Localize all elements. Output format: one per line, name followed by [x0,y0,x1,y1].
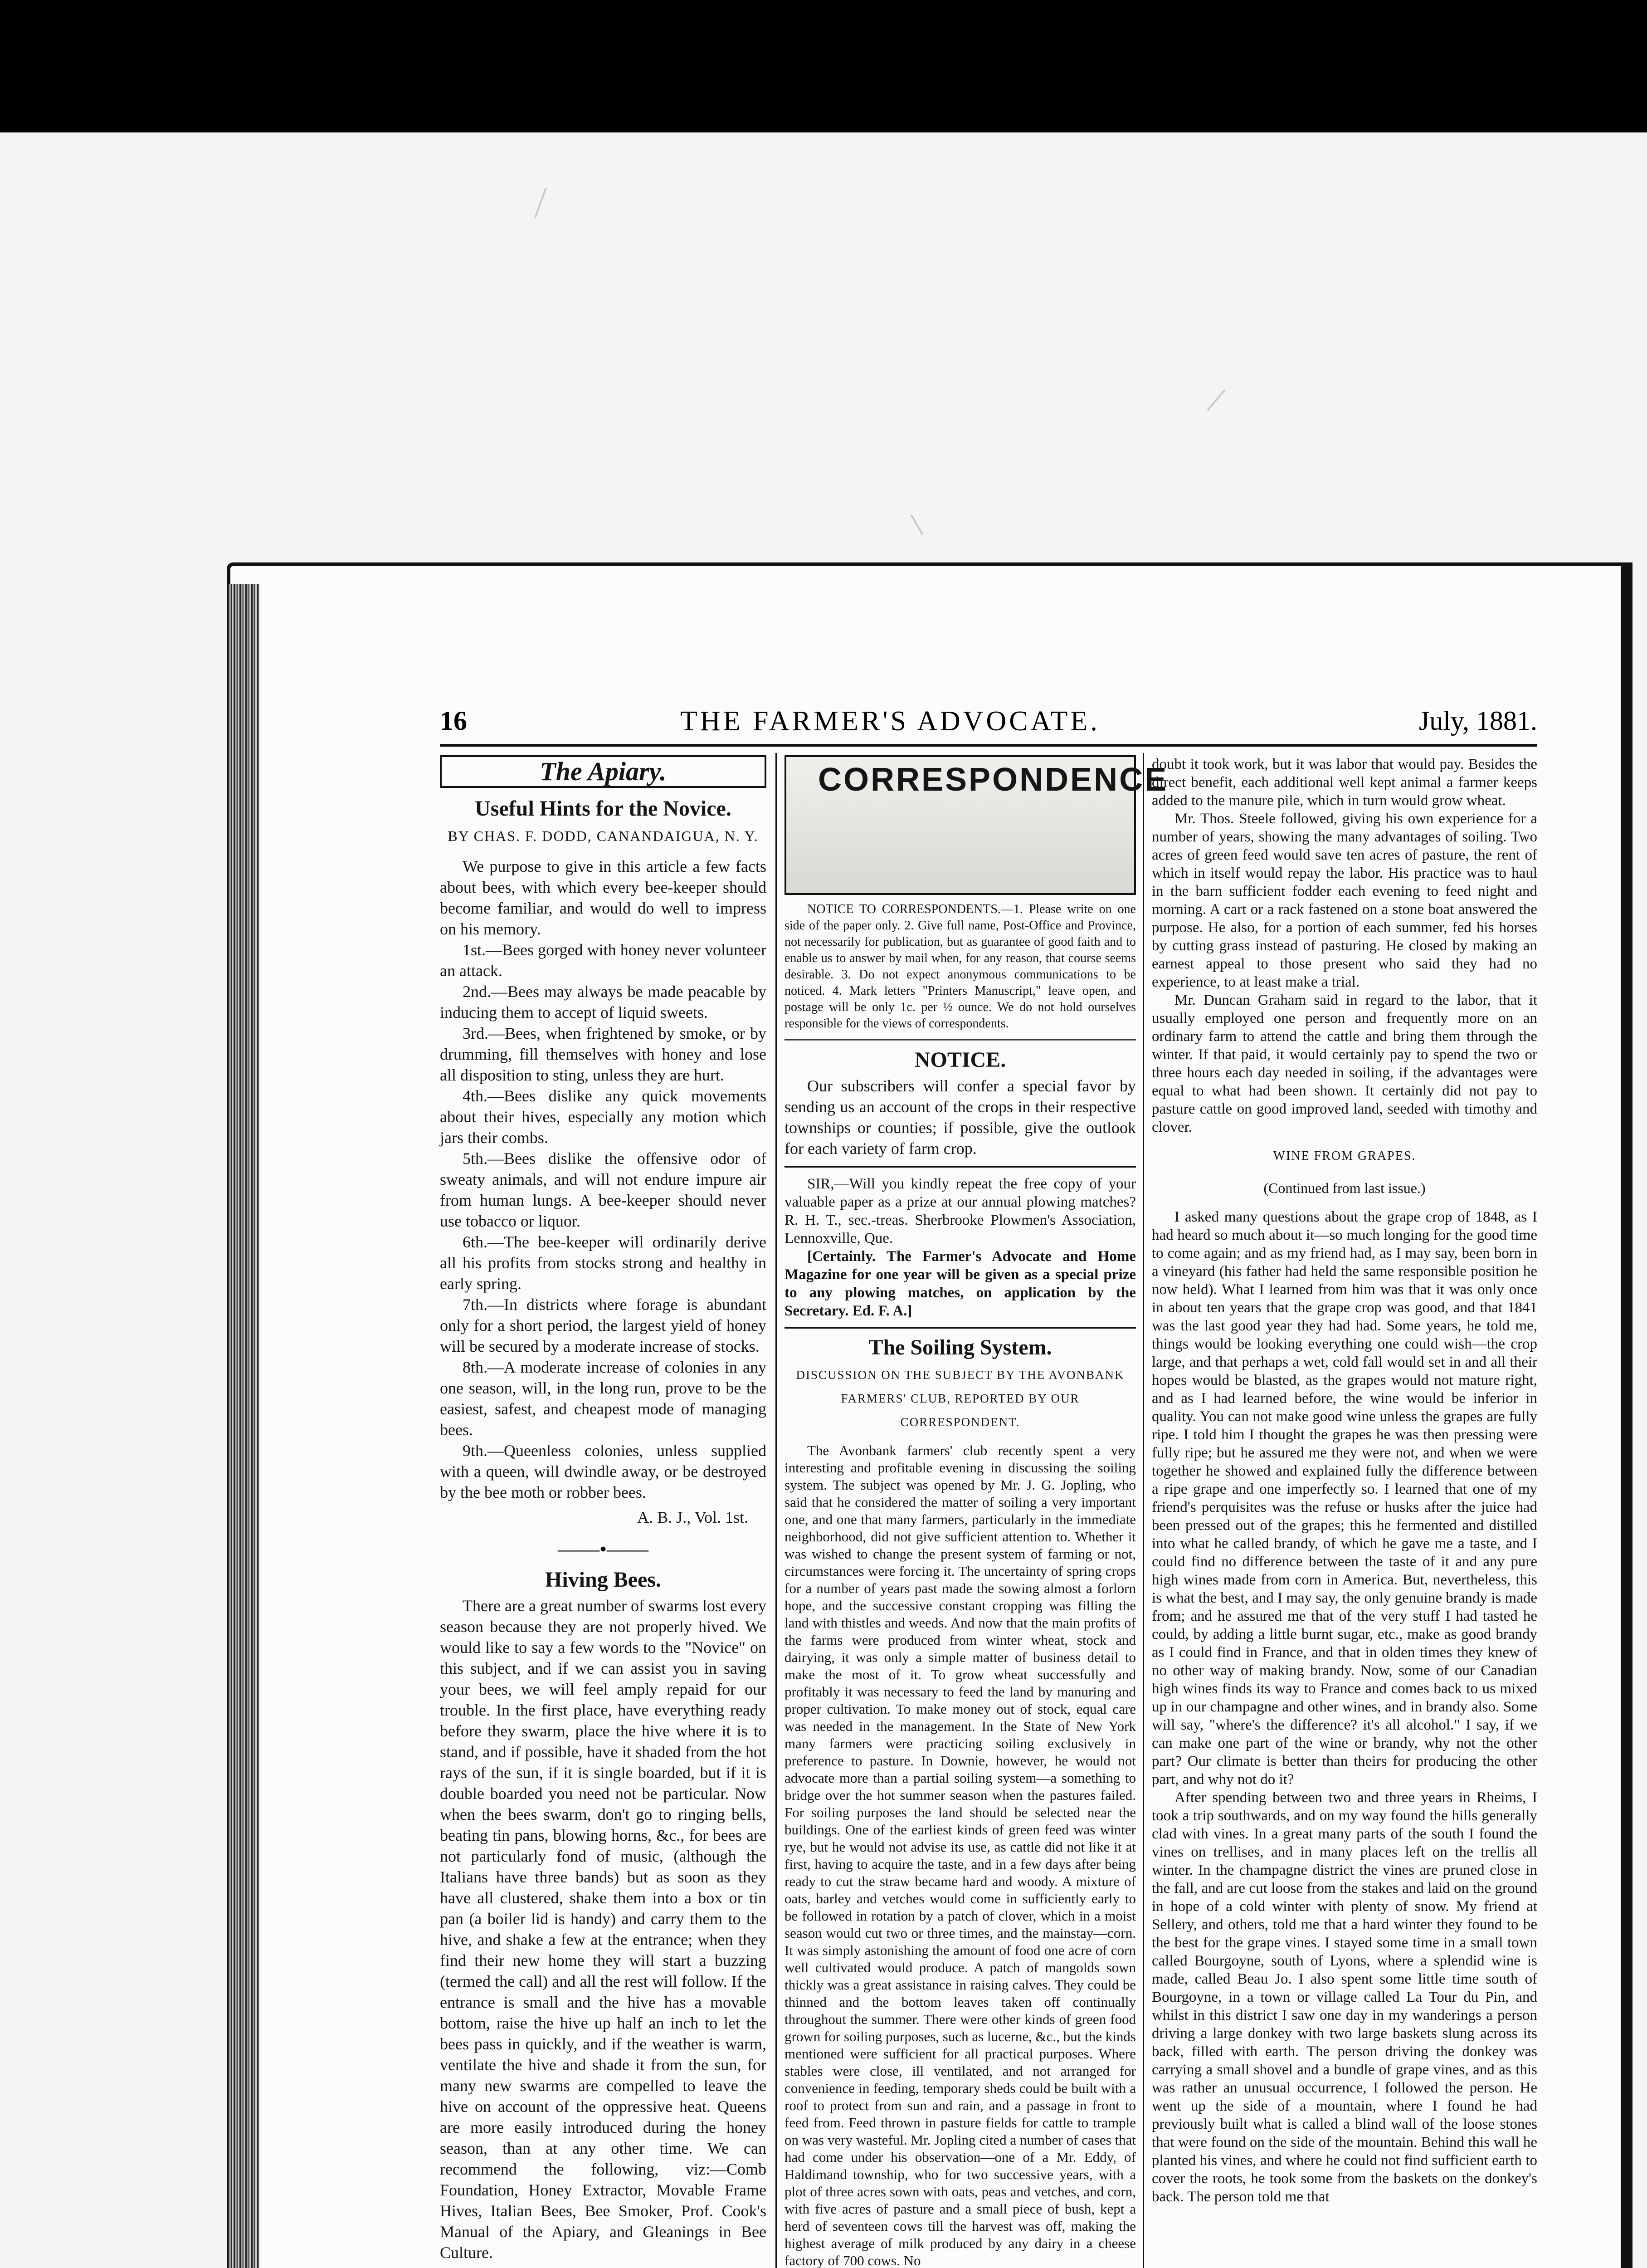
column-rule [1143,753,1144,2268]
byline: BY CHAS. F. DODD, CANANDAIGUA, N. Y. [448,828,759,844]
column-2 [785,755,1169,2268]
hint-item: 9th.—Queenless colonies, unless supplied with a queen, will dwindle away, or be destroyed by the bee moth or robber bees. [440,1442,766,1501]
article-title: Useful Hints for the Novice. [475,797,731,821]
paragraph: I asked many questions about the grape crop of 1848, as I had heard so much about it—so much longing for the good time to come again; and as my friend had, as I may say, been born in a vineyard (his father had held the same responsible position he now held). What I learned from him was that it was only once in about ten years that the grape crop was good, and that 1841 was the last good year they had had. Some years, he told me, things would be looking everything one could wish—the crop large, and that perhaps a wet, cold fall would set in and all their hopes would be blasted, as the grapes would not mature right, and as I had learned before, the wine would be inferior in quality. You can not make good wine unless the grapes are fully ripe. I told him I thought the grapes he was then pressing were fully ripe; but he assured me they were not, and when we were together he showed and explained fully the difference between a ripe grape and one imperfectly so. I learned that one of my friend's perquisites was the refuse or husks after the juice had been pressed out of the grapes; this he fermented and distilled into what he called brandy, of which he gave me a taste, and I could find no difference between the taste of it and any pure high wines made from corn in America. But, nevertheless, this is what the best, and I may say, the only genuine brandy is made from; and he assured me that of the very stuff I had tasted he could, by adding a little burnt sugar, etc., make as good brandy as I could find in France, and that in olden times they knew of no other way of making brandy. Now, some of our Canadian high wines finds its way to France and comes back to us mixed up in our champagne and other wines, and in brandy also. Some will say, "where's the difference? it's all alcohol." I say, if we can make one part of the wine or brandy, why not the other part? Our climate is better than theirs for producing the other part, and why not do it? [1152,1209,1537,1788]
paragraph: After spending between two and three years in Rheims, I took a trip southwards, and on my way found the hills generally clad with vines. In a great many parts of the south I found the vines on trellises, and in many places left on the trellis all winter. In the champagne district the vines are pruned close in the fall, and are cut loose from the stakes and laid on the ground in hope of a cold winter with plenty of snow. My friend at Sellery, and others, told me that a hard winter they found to be the best for the grape vines. I stayed some time in a small town called Bourgoyne, south of Lyons, where a splendid wine is made, called Beau Jo. I also spent some little time south of Bourgoyne, in a town or village called La Tour du Pin, and whilst in this district I saw one day in my wanderings a person driving a large donkey with two large baskets slung across its back, filled with earth. The person driving the donkey was carrying a small shovel and a bundle of grape vines, and as this was rather an unusual occurrence, I followed the person. He went up the side of a mountain, where I found he had previously built what is called a blind wall of the loose stones that were found on the side of the mountain. Behind this wall he planted his vines, and where he could not find sufficient earth to cover the roots, he took some from the baskets on the donkey's back. The person told me that [1152,1789,1537,2205]
article-title: NOTICE. [914,1048,1006,1072]
divider [785,1166,1136,1168]
hint-item: 1st.—Bees gorged with honey never volunteer an attack. [440,941,766,980]
masthead: THE FARMER'S ADVOCATE. [680,706,1100,737]
editor-reply: [Certainly. The Farmer's Advocate and Home Magazine for one year will be given as a special prize to any plowing matches, on application by the Secretary. Ed. F. A.] [785,1248,1136,1319]
paragraph: Mr. Thos. Steele followed, giving his own experience for a number of years, showing the many advantages of soiling. Two acres of green feed would save ten acres of pasture, the rent of which in itself would repay the labor. His practice was to haul in the barn sufficient fodder each evening to feed night and morning. A cart or a rack fastened on a stone boat answered the purpose. He also, for a portion of each summer, fed his horses by cutting grass instead of pasturing. He closed by making an earnest appeal to those present who said they had no experience, to at least make a trial. [1152,811,1537,990]
section-title-apiary: The Apiary. [440,755,766,788]
paragraph: Our subscribers will confer a special favor by sending us an account of the crops in their respective townships or counties; if possible, give the outlook for each variety of farm crop. [785,1077,1136,1158]
header-rule [440,744,1537,747]
column-1 [440,755,766,2268]
banner-title: CORRESPONDENCE [818,762,1169,798]
hint-item: 6th.—The bee-keeper will ordinarily derive all his profits from stocks strong and healthy in early spring. [440,1233,766,1293]
hint-item: 4th.—Bees dislike any quick movements about their hives, especially any motion which jars their combs. [440,1087,766,1147]
paragraph: We purpose to give in this article a few facts about bees, with which every bee-keeper should become familiar, and would do well to impress on his memory. [440,857,766,938]
correspondence-banner [785,755,1169,895]
paragraph: doubt it took work, but it was labor that would pay. Besides the direct benefit, each additional well kept animal a farmer keeps added to the manure pile, which in turn would grow wheat. [1152,756,1537,809]
paragraph: Mr. Duncan Graham said in regard to the labor, that it usually employed one person and frequently more on an ordinary farm to attend the cattle and bring them through the winter. If that paid, it would certainly pay to spend the two or three hours each day needed in soiling, if the advantages were equal to what had been shown. It certainly did not pay to pasture cattle on good improved land, seeded with timothy and clover. [1152,992,1537,1135]
hint-item: 7th.—In districts where forage is abundant only for a short period, the largest yield of honey will be secured by a moderate increase of stocks. [440,1295,766,1355]
page-header [440,705,1537,746]
ornament-divider: ——•—— [557,1537,649,1560]
divider [785,1039,1136,1041]
issue-date: July, 1881. [1418,706,1537,736]
subheading: DISCUSSION ON THE SUBJECT BY THE AVONBANK FARMERS' CLUB, REPORTED BY OUR CORRESPONDENT. [796,1368,1125,1429]
page-number: 16 [440,706,467,736]
paragraph: The Avonbank farmers' club recently spent a very interesting and profitable evening in discussing the soiling system. The subject was opened by Mr. J. G. Jopling, who said that he considered the matter of soiling a very important one, and one that many farmers, particularly in the immediate neighborhood, did not give sufficient attention to. Whether it was wished to change the present system of farming or not, circumstances were forcing it. The uncertainty of spring crops for a number of years past made the sowing almost a forlorn hope, and the successive constant cropping was filling the land with thistles and weeds. And now that the main profits of the farms were produced from winter wheat, stock and dairying, it was only a simple matter of business detail to make the most of it. To grow wheat successfully and profitably it was necessary to feed the land by manuring and proper cultivation. To make money out of stock, equal care was needed in the management. In the State of New York many farmers were practicing soiling exclusively in preference to pasture. In Downie, however, he would not advocate more than a partial soiling system—a something to bridge over the hot summer season when the pastures failed. For soiling purposes the land should be selected near the buildings. One of the earliest kinds of green feed was winter rye, but he would not advise its use, as cattle did not like it at first, having to acquire the taste, and in a few days after being ready to cut the straw became hard and woody. A mixture of oats, barley and vetches would come in sufficiently early to be followed in rotation by a patch of clover, which in a moist season would cut two or three times, and the mainstay—corn. It was simply astonishing the amount of food one acre of corn well cultivated would produce. A patch of mangolds sown thickly was a great assistance in raising calves. They could be thinned and the bottom leaves taken off continually throughout the summer. There were other kinds of green food grown for soiling purposes, such as lucerne, &c., but the kinds mentioned were sufficient for all practical purposes. Where stables were close, ill ventilated, and not arranged for convenience in feeding, temporary sheds could be built with a roof to protect from sun and rain, and a passage in front to feed from. Feed thrown in pasture fields for cattle to trample on was very wasteful. Mr. Jopling cited a number of cases that had come under his observation—one of a Mr. Eddy, of Haldimand township, who for two successive years, with a plot of three acres sown with oats, peas and vetches, and corn, with five acres of pasture and a small piece of bush, kept a herd of seventeen cows till the harvest was off, making the highest average of milk produced by any dairy in a cheese factory of 700 cows. No [785,1442,1136,2268]
hint-item: 5th.—Bees dislike the offensive odor of sweaty animals, and will not endure impure air from human lungs. A bee-keeper should never use tobacco or liquor. [440,1149,766,1230]
article-title: WINE FROM GRAPES. [1273,1149,1416,1163]
article-title: Hiving Bees. [545,1568,661,1592]
signature: A. B. J., Vol. 1st. [637,1508,748,1526]
notice-to-correspondents: NOTICE TO CORRESPONDENTS.—1. Please write on one side of the paper only. 2. Give full name, Post-Office and Province, not necessarily for publication, but as guarantee of good faith and to enable us to answer by mail when, for any reason, that course seems desirable. 3. Do not expect anonymous communications to be noticed. 4. Mark letters "Printers Manuscript," leave open, and postage will be only 1c. per ½ ounce. We do not hold ourselves responsible for the views of correspondents. [785,902,1136,1031]
hint-item: 2nd.—Bees may always be made peacable by inducing them to accept of liquid sweets. [440,982,766,1022]
film-scratch [911,514,923,535]
paragraph: There are a great number of swarms lost every season because they are not properly hived. We would like to say a few words to the "Novice" on this subject, and if we can assist you in saving your bees, we will feel amply repaid for our trouble. In the first place, have everything ready before they swarm, place the hive where it is to stand, and if possible, have it shaded from the hot rays of the sun, if it is single boarded, but if it is double boarded you need not be particular. Now when the bees swarm, don't go to ringing bells, beating tin pans, blowing horns, &c., for bees are not particularly fond of music, (although the Italians have three bands) but as soon as they have all clustered, shake them into a box or tin pan (a boiler lid is handy) and carry them to the hive, and shake a few at the entrance; when they find their new home they will start a buzzing (termed the call) and all the rest will follow. If the entrance is small and the hive has a movable bottom, raise the hive up half an inch to let the bees pass in quickly, and if the weather is warm, ventilate the hive and shade it from the sun, for many new swarms are compelled to leave the hive on account of the oppressive heat. Queens are more easily introduced during the honey season, than at any other time. We can recommend the following, viz:—Comb Foundation, Honey Extractor, Movable Frame Hives, Italian Bees, Bee Smoker, Prof. Cook's Manual of the Apiary, and Gleanings in Bee Culture. [440,1597,766,2262]
letter: SIR,—Will you kindly repeat the free copy of your valuable paper as a prize at our annual plowing matches? R. H. T., sec.-treas. Sherbrooke Plowmen's Association, Lennoxville, Que. [785,1176,1136,1246]
article-title: The Soiling System. [868,1335,1052,1359]
hint-item: 8th.—A moderate increase of colonies in any one season, will, in the long run, prove to be the easiest, safest, and cheapest mode of managing bees. [440,1358,766,1439]
film-scratch [1207,389,1226,411]
column-3 [1152,755,1537,2206]
film-scratch [534,187,547,218]
column-rule [775,753,777,2268]
book-gutter [228,584,259,2268]
subheading: (Continued from last issue.) [1263,1180,1426,1196]
divider [785,1327,1136,1329]
hint-item: 3rd.—Bees, when frightened by smoke, or by drumming, fill themselves with honey and lose all disposition to sting, unless they are hurt. [440,1024,766,1084]
